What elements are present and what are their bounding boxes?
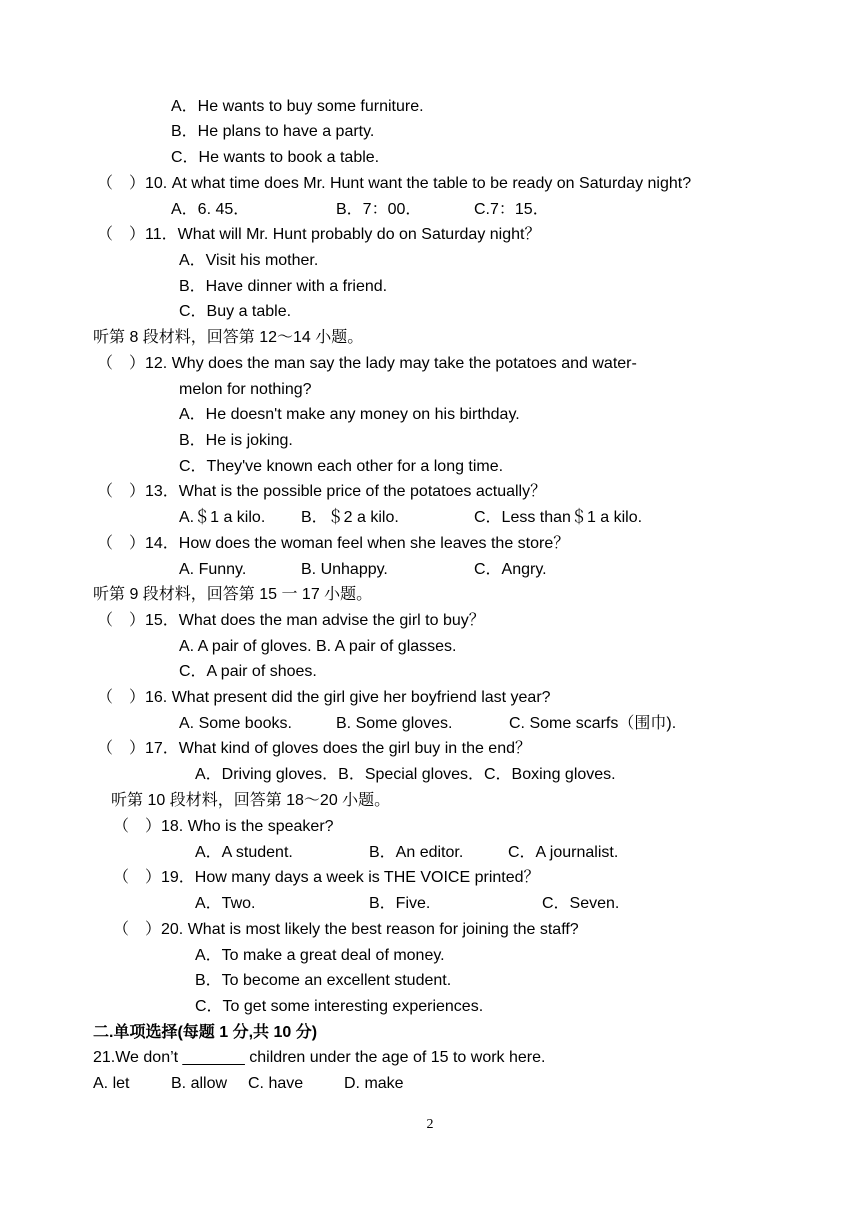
q20-option-c: C．To get some interesting experiences.	[195, 998, 484, 1015]
q21-option-c: C. have	[248, 1075, 304, 1092]
part-2-title: 二.单项选择(每题 1 分,共 10 分)	[93, 1024, 318, 1041]
q19-question: （ ）19．How many days a week is THE VOICE printed？	[113, 869, 540, 886]
q12-question: （ ）12. Why does the man say the lady may take the potatoes and water-	[97, 355, 637, 372]
q9-option-a: A．He wants to buy some furniture.	[171, 98, 424, 115]
q15-options-ab: A. A pair of gloves. B. A pair of glasses.	[179, 638, 457, 655]
q20-option-a: A．To make a great deal of money.	[195, 947, 445, 964]
q15-option-c: C．A pair of shoes.	[179, 663, 317, 680]
q9-option-c: C．He wants to book a table.	[171, 149, 380, 166]
q10-question: （ ）10. At what time does Mr. Hunt want the table to be ready on Saturday night?	[97, 175, 692, 192]
q16-option-a: A. Some books.	[179, 715, 292, 732]
q9-option-b: B．He plans to have a party.	[171, 123, 375, 140]
q16-option-c: C. Some scarfs（围巾).	[509, 715, 677, 732]
q13-question: （ ）13．What is the possible price of the potatoes actually？	[97, 483, 547, 500]
q19-option-a: A．Two.	[195, 895, 256, 912]
q10-option-b: B．7：00．	[336, 201, 422, 218]
q13-option-a: A.＄1 a kilo.	[179, 509, 266, 526]
q12-question-continued: melon for nothing?	[179, 381, 312, 398]
section-9-heading: 听第 9 段材料，回答第 15 一 17 小题。	[93, 586, 373, 603]
q20-option-b: B．To become an excellent student.	[195, 972, 452, 989]
q19-option-b: B．Five.	[369, 895, 431, 912]
q20-question: （ ）20. What is most likely the best reason for joining the staff?	[113, 921, 579, 938]
q18-question: （ ）18. Who is the speaker?	[113, 818, 334, 835]
q11-question: （ ）11．What will Mr. Hunt probably do on Saturday night？	[97, 226, 541, 243]
q21-option-b: B. allow	[171, 1075, 228, 1092]
q14-option-b: B. Unhappy.	[301, 561, 388, 578]
q10-option-c: C.7：15．	[474, 201, 549, 218]
q21-option-d: D. make	[344, 1075, 404, 1092]
q10-option-a: A．6. 45．	[171, 201, 250, 218]
q11-option-a: A．Visit his mother.	[179, 252, 319, 269]
section-10-heading: 听第 10 段材料，回答第 18～20 小题。	[111, 792, 391, 809]
q13-option-b: B．＄2 a kilo.	[301, 509, 399, 526]
q15-question: （ ）15．What does the man advise the girl to buy？	[97, 612, 485, 629]
q19-option-c: C．Seven.	[542, 895, 620, 912]
q12-option-b: B．He is joking.	[179, 432, 293, 449]
q18-option-a: A．A student.	[195, 844, 293, 861]
q17-options: A．Driving gloves．B．Special gloves．C．Boxing gloves.	[195, 766, 616, 783]
page-number: 2	[426, 1117, 434, 1132]
q14-question: （ ）14．How does the woman feel when she leaves the store？	[97, 535, 570, 552]
q16-question: （ ）16. What present did the girl give her boyfriend last year?	[97, 689, 551, 706]
q18-option-b: B．An editor.	[369, 844, 464, 861]
q14-option-a: A. Funny.	[179, 561, 247, 578]
q12-option-a: A．He doesn't make any money on his birthday.	[179, 406, 520, 423]
q13-option-c: C．Less than＄1 a kilo.	[474, 509, 643, 526]
q11-option-c: C．Buy a table.	[179, 303, 292, 320]
q12-option-c: C．They've known each other for a long time.	[179, 458, 504, 475]
q16-option-b: B. Some gloves.	[336, 715, 453, 732]
q11-option-b: B．Have dinner with a friend.	[179, 278, 388, 295]
q17-question: （ ）17．What kind of gloves does the girl buy in the end？	[97, 740, 532, 757]
q21-option-a: A. let	[93, 1075, 130, 1092]
q18-option-c: C．A journalist.	[508, 844, 619, 861]
q14-option-c: C．Angry.	[474, 561, 547, 578]
section-8-heading: 听第 8 段材料，回答第 12～14 小题。	[93, 329, 364, 346]
q21-question: 21.We don’t _______ children under the age of 15 to work here.	[93, 1049, 546, 1066]
